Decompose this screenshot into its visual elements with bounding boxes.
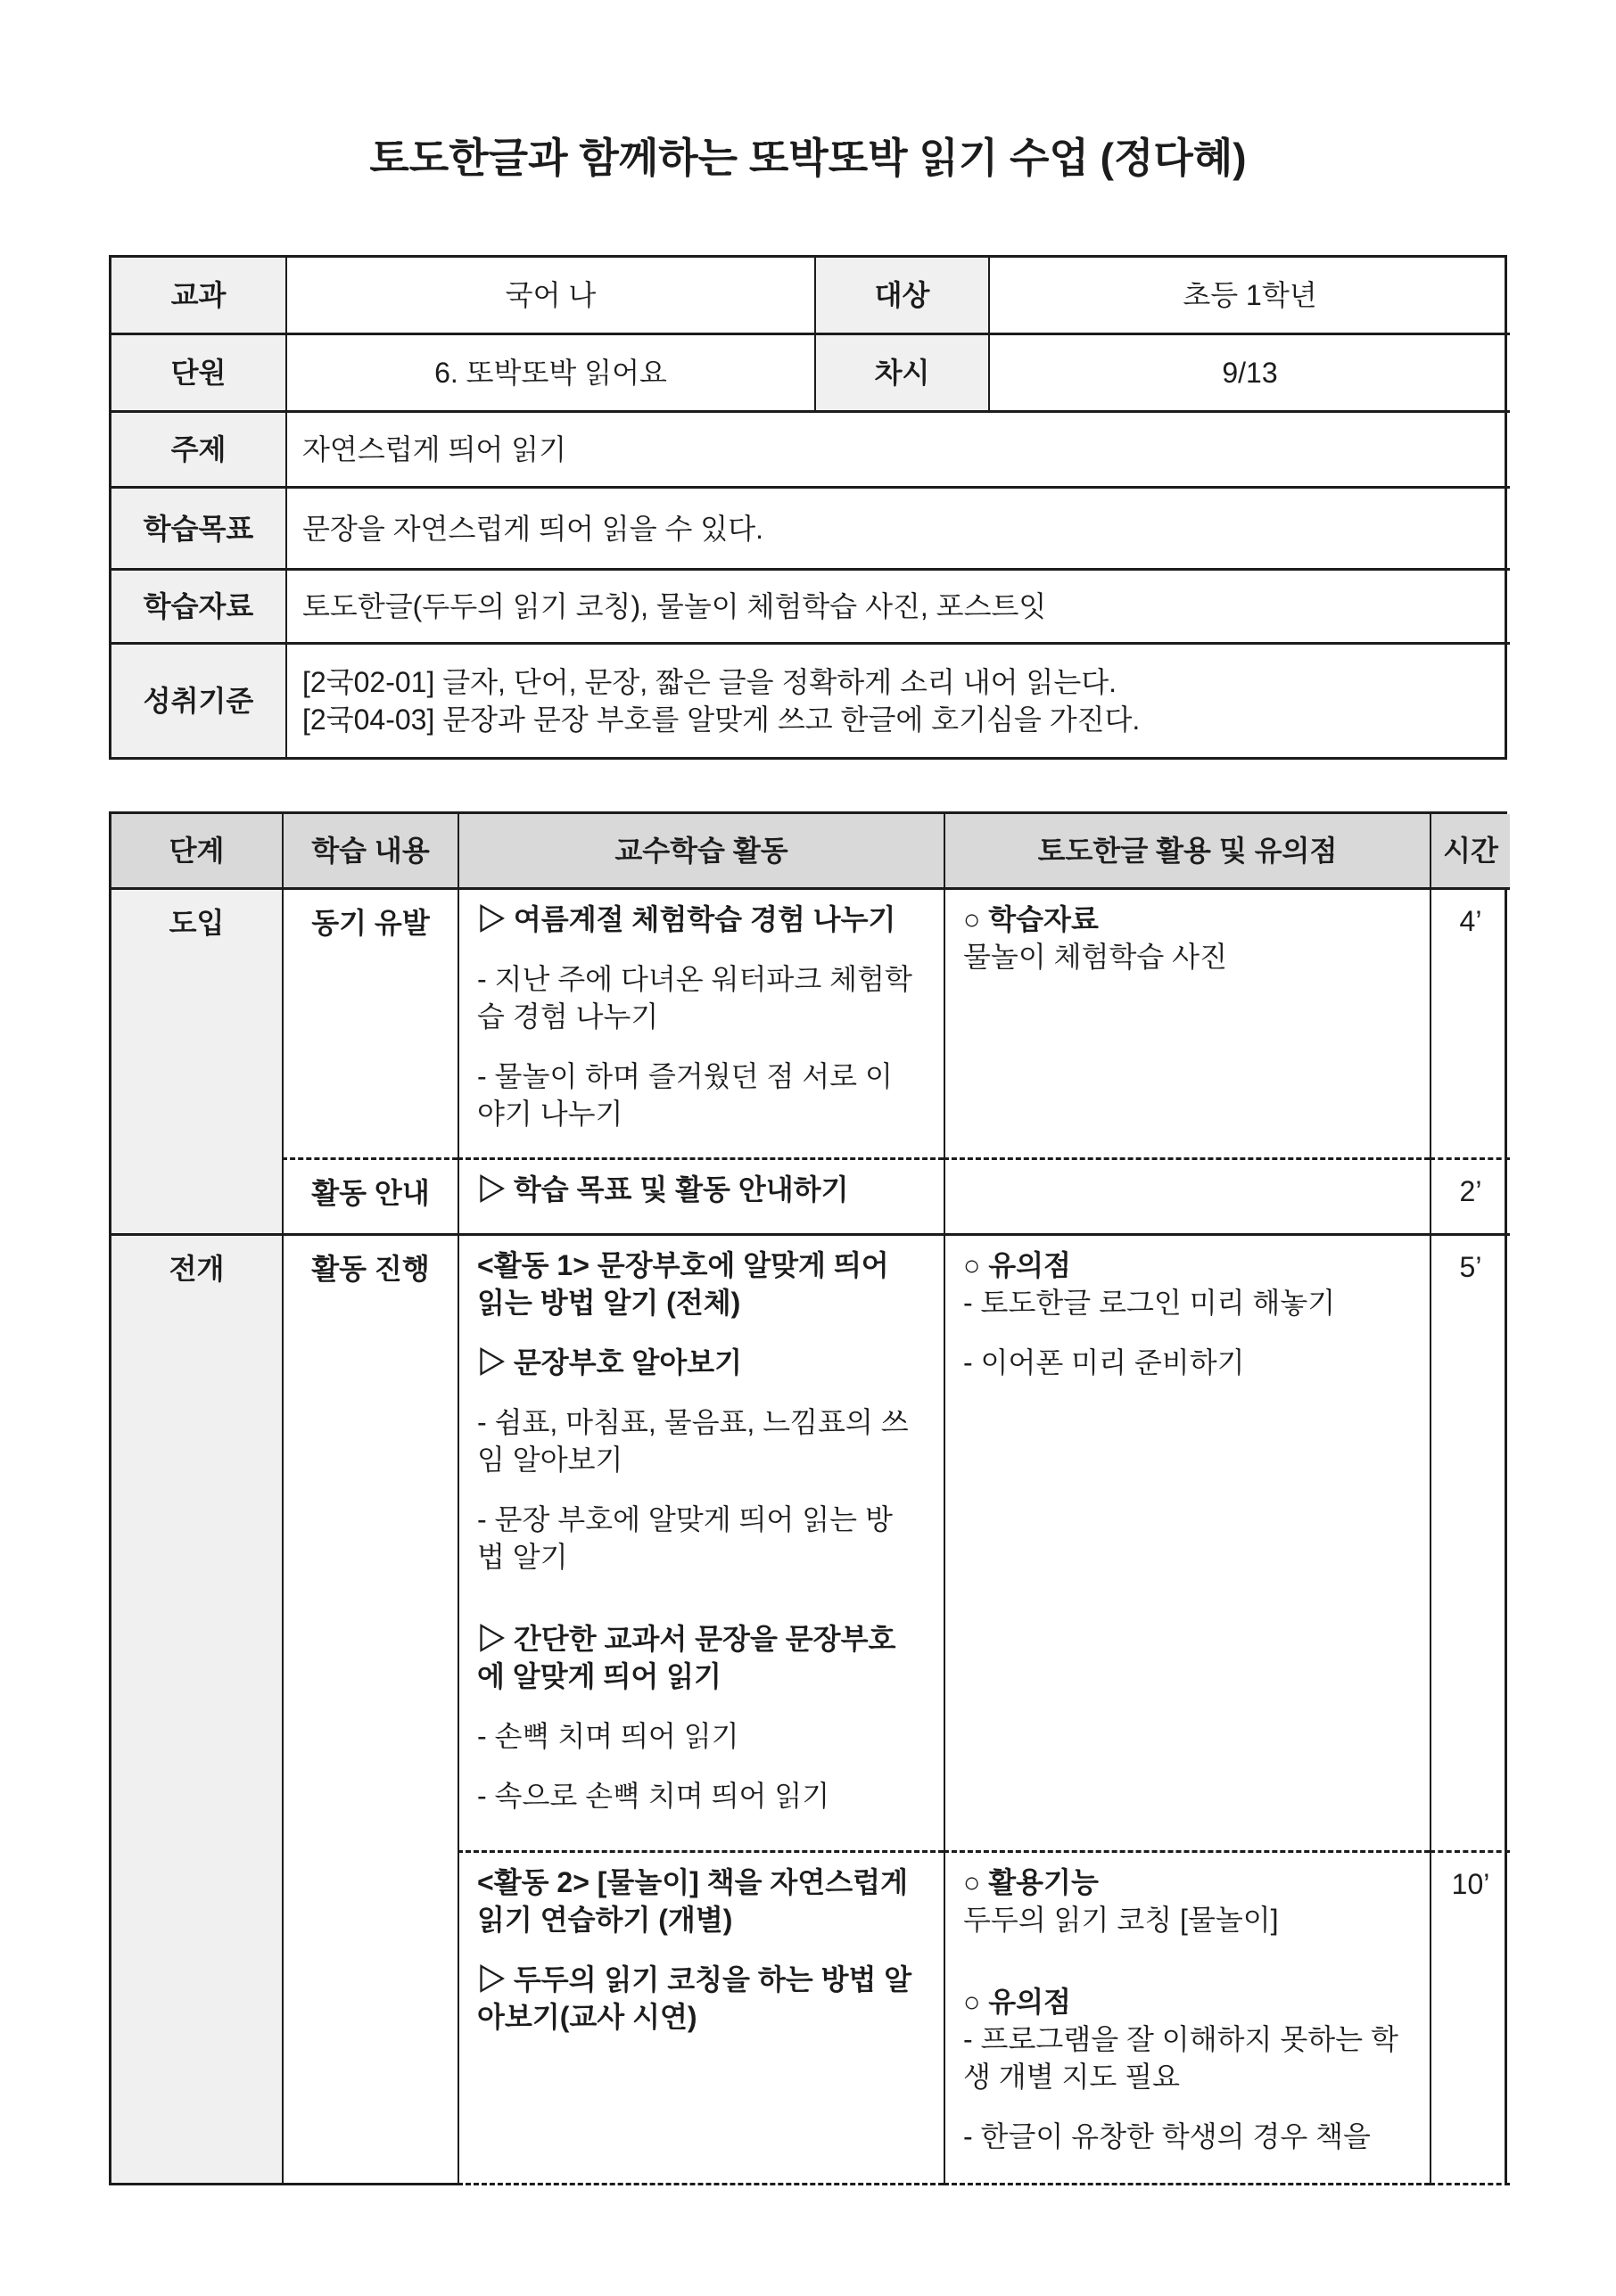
text-line: ▷ 여름계절 체험학습 경험 나누기 bbox=[477, 903, 896, 935]
time-cell-guide: 2’ bbox=[1430, 1160, 1510, 1236]
page-title: 토도한글과 함께하는 또박또박 읽기 수업 (정다혜) bbox=[369, 135, 1247, 181]
header-time: 시간 bbox=[1430, 814, 1510, 890]
content-cell-activity-guide: 활동 안내 bbox=[282, 1160, 458, 1236]
activity-cell-activity2 bbox=[458, 1853, 944, 2185]
subject-value: 국어 나 bbox=[285, 258, 814, 333]
objective-value: 문장을 자연스럽게 띄어 읽을 수 있다. bbox=[285, 486, 1510, 568]
text-line: ▷ 문장부호 알아보기 bbox=[477, 1346, 743, 1378]
topic-label: 주제 bbox=[111, 410, 285, 486]
notes-cell-activity2 bbox=[944, 1853, 1430, 2185]
stage-cell-development: 전개 bbox=[111, 1236, 282, 2185]
text-line: [2국04-03] 문장과 문장 부호를 알맞게 쓰고 한글에 호기심을 가진다. bbox=[302, 704, 1141, 736]
topic-value: 자연스럽게 띄어 읽기 bbox=[285, 410, 1510, 486]
text-line: - 쉼표, 마침표, 물음표, 느낌표의 쓰임 알아보기 bbox=[477, 1406, 909, 1476]
standards-value bbox=[285, 642, 1510, 757]
header-stage: 단계 bbox=[111, 814, 282, 890]
text-line: ○ 유의점 bbox=[963, 1249, 1071, 1281]
text-line: <활동 2> [물놀이] 책을 자연스럽게 읽기 연습하기 (개별) bbox=[477, 1866, 908, 1936]
notes-cell-guide bbox=[944, 1160, 1430, 1236]
subject-label: 교과 bbox=[111, 258, 285, 333]
session-label: 차시 bbox=[814, 333, 988, 410]
session-value: 9/13 bbox=[988, 333, 1510, 410]
time-cell-activity1: 5’ bbox=[1430, 1236, 1510, 1853]
text-line: - 손뼉 치며 띄어 읽기 bbox=[477, 1720, 739, 1752]
text-line: - 이어폰 미리 준비하기 bbox=[963, 1346, 1245, 1378]
target-value: 초등 1학년 bbox=[988, 258, 1510, 333]
content-cell-motivation: 동기 유발 bbox=[282, 890, 458, 1160]
text-line: - 지난 주에 다녀온 워터파크 체험학습 경험 나누기 bbox=[477, 963, 912, 1033]
text-line: ▷ 간단한 교과서 문장을 문장부호에 알맞게 띄어 읽기 bbox=[477, 1623, 896, 1692]
text-line: - 속으로 손뼉 치며 띄어 읽기 bbox=[477, 1780, 830, 1812]
text-line: - 한글이 유창한 학생의 경우 책을 bbox=[963, 2120, 1371, 2152]
text-line: - 물놀이 하며 즐거웠던 점 서로 이야기 나누기 bbox=[477, 1060, 893, 1130]
text-line: 물놀이 체험학습 사진 bbox=[963, 941, 1227, 973]
header-notes: 토도한글 활용 및 유의점 bbox=[944, 814, 1430, 890]
activity-cell-activity1 bbox=[458, 1236, 944, 1853]
text-line: - 프로그램을 잘 이해하지 못하는 학생 개별 지도 필요 bbox=[963, 2023, 1398, 2093]
text-line: ○ 유의점 bbox=[963, 1986, 1071, 2018]
text-line: - 토도한글 로그인 미리 해놓기 bbox=[963, 1287, 1336, 1319]
target-label: 대상 bbox=[814, 258, 988, 333]
text-line: ▷ 학습 목표 및 활동 안내하기 bbox=[477, 1173, 849, 1206]
text-line: <활동 1> 문장부호에 알맞게 띄어 읽는 방법 알기 (전체) bbox=[477, 1249, 889, 1319]
text-line: - 문장 부호에 알맞게 띄어 읽는 방법 알기 bbox=[477, 1503, 893, 1573]
header-activity: 교수학습 활동 bbox=[458, 814, 944, 890]
content-cell-activity-run: 활동 진행 bbox=[282, 1236, 458, 2185]
time-cell-motivation: 4’ bbox=[1430, 890, 1510, 1160]
standards-label: 성취기준 bbox=[111, 642, 285, 757]
materials-value: 토도한글(두두의 읽기 코칭), 물놀이 체험학습 사진, 포스트잇 bbox=[285, 568, 1510, 642]
stage-cell-intro: 도입 bbox=[111, 890, 282, 1236]
notes-cell-activity1 bbox=[944, 1236, 1430, 1853]
text-line: ○ 활용기능 bbox=[963, 1866, 1099, 1898]
materials-label: 학습자료 bbox=[111, 568, 285, 642]
text-line: 두두의 읽기 코칭 [물놀이] bbox=[963, 1904, 1279, 1936]
text-line: [2국02-01] 글자, 단어, 문장, 짧은 글을 정확하게 소리 내어 읽는다. bbox=[302, 666, 1117, 698]
header-content: 학습 내용 bbox=[282, 814, 458, 890]
notes-cell-motivation bbox=[944, 890, 1430, 1160]
unit-value: 6. 또박또박 읽어요 bbox=[285, 333, 814, 410]
lesson-info-table bbox=[109, 255, 1507, 760]
activity-cell-guide bbox=[458, 1160, 944, 1236]
unit-label: 단원 bbox=[111, 333, 285, 410]
time-cell-activity2: 10’ bbox=[1430, 1853, 1510, 2185]
objective-label: 학습목표 bbox=[111, 486, 285, 568]
text-line: ▷ 두두의 읽기 코칭을 하는 방법 알아보기(교사 시연) bbox=[477, 1963, 912, 2033]
lesson-flow-table bbox=[109, 811, 1507, 2185]
activity-cell-motivation bbox=[458, 890, 944, 1160]
text-line: ○ 학습자료 bbox=[963, 903, 1099, 935]
